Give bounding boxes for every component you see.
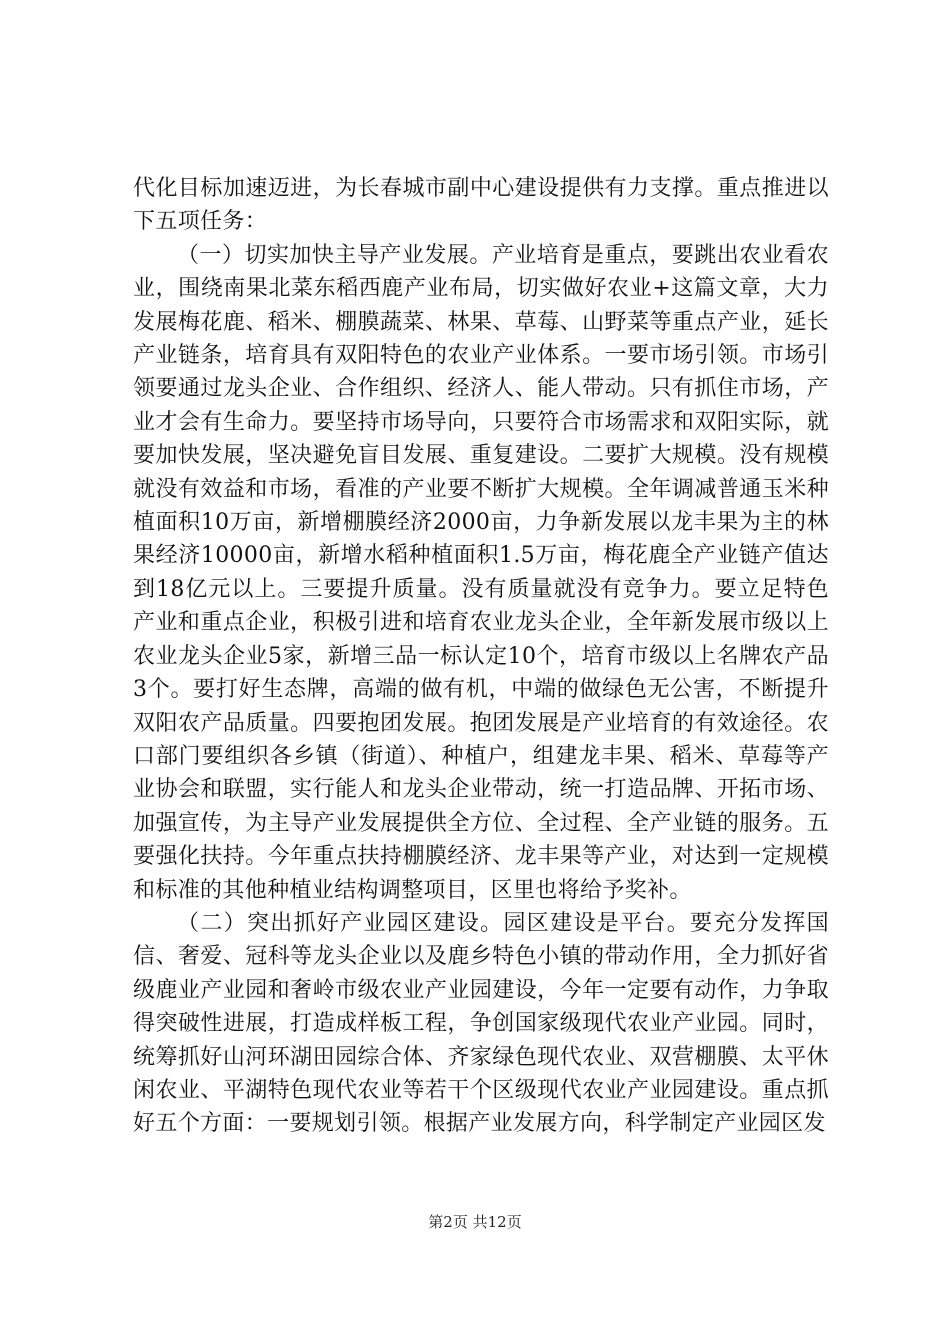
page-number-footer: 第2页 共12页 bbox=[428, 1213, 522, 1231]
document-body bbox=[133, 172, 829, 1141]
paragraph-task-one: （一）切实加快主导产业发展。产业培育是重点，要跳出农业看农业，围绕南果北菜东稻西鹿产业布局，切实做好农业+这篇文章，大力发展梅花鹿、稻米、棚膜蔬菜、林果、草莓、山野菜等重点产业，延长产业链条，培育具有双阳特色的农业产业体系。一要市场引领。市场引领要通过龙头企业、合作组织、经济人、能人带动。只有抓住市场，产业才会有生命力。要坚持市场导向，只要符合市场需求和双阳实际，就要加快发展，坚决避免盲目发展、重复建设。二要扩大规模。没有规模就没有效益和市场，看准的产业要不断扩大规模。全年调减普通玉米种植面积10万亩，新增棚膜经济2000亩，力争新发展以龙丰果为主的林果经济10000亩，新增水稻种植面积1.5万亩，梅花鹿全产业链产值达到18亿元以上。三要提升质量。没有质量就没有竞争力。要立足特色产业和重点企业，积极引进和培育农业龙头企业，全年新发展市级以上农业龙头企业5家，新增三品一标认定10个，培育市级以上名牌农产品3个。要打好生态牌，高端的做有机，中端的做绿色无公害，不断提升双阳农产品质量。四要抱团发展。抱团发展是产业培育的有效途径。农口部门要组织各乡镇（街道）、种植户，组建龙丰果、稻米、草莓等产业协会和联盟，实行能人和龙头企业带动，统一打造品牌、开拓市场、加强宣传，为主导产业发展提供全方位、全过程、全产业链的服务。五要强化扶持。今年重点扶持棚膜经济、龙丰果等产业，对达到一定规模和标准的其他种植业结构调整项目，区里也将给予奖补。 bbox=[133, 242, 829, 903]
paragraph-task-two: （二）突出抓好产业园区建设。园区建设是平台。要充分发挥国信、奢爱、冠科等龙头企业以及鹿乡特色小镇的带动作用，全力抓好省级鹿业产业园和奢岭市级农业产业园建设，今年一定要有动作，力争取得突破性进展，打造成样板工程，争创国家级现代农业产业园。同时，统筹抓好山河环湖田园综合体、齐家绿色现代农业、双营棚膜、太平休闲农业、平湖特色现代农业等若干个区级现代农业产业园建设。重点抓好五个方面：一要规划引领。根据产业发展方向，科学制定产业园区发 bbox=[133, 910, 829, 1137]
paragraph-continuation: 代化目标加速迈进，为长春城市副中心建设提供有力支撑。重点推进以下五项任务： bbox=[133, 176, 829, 235]
